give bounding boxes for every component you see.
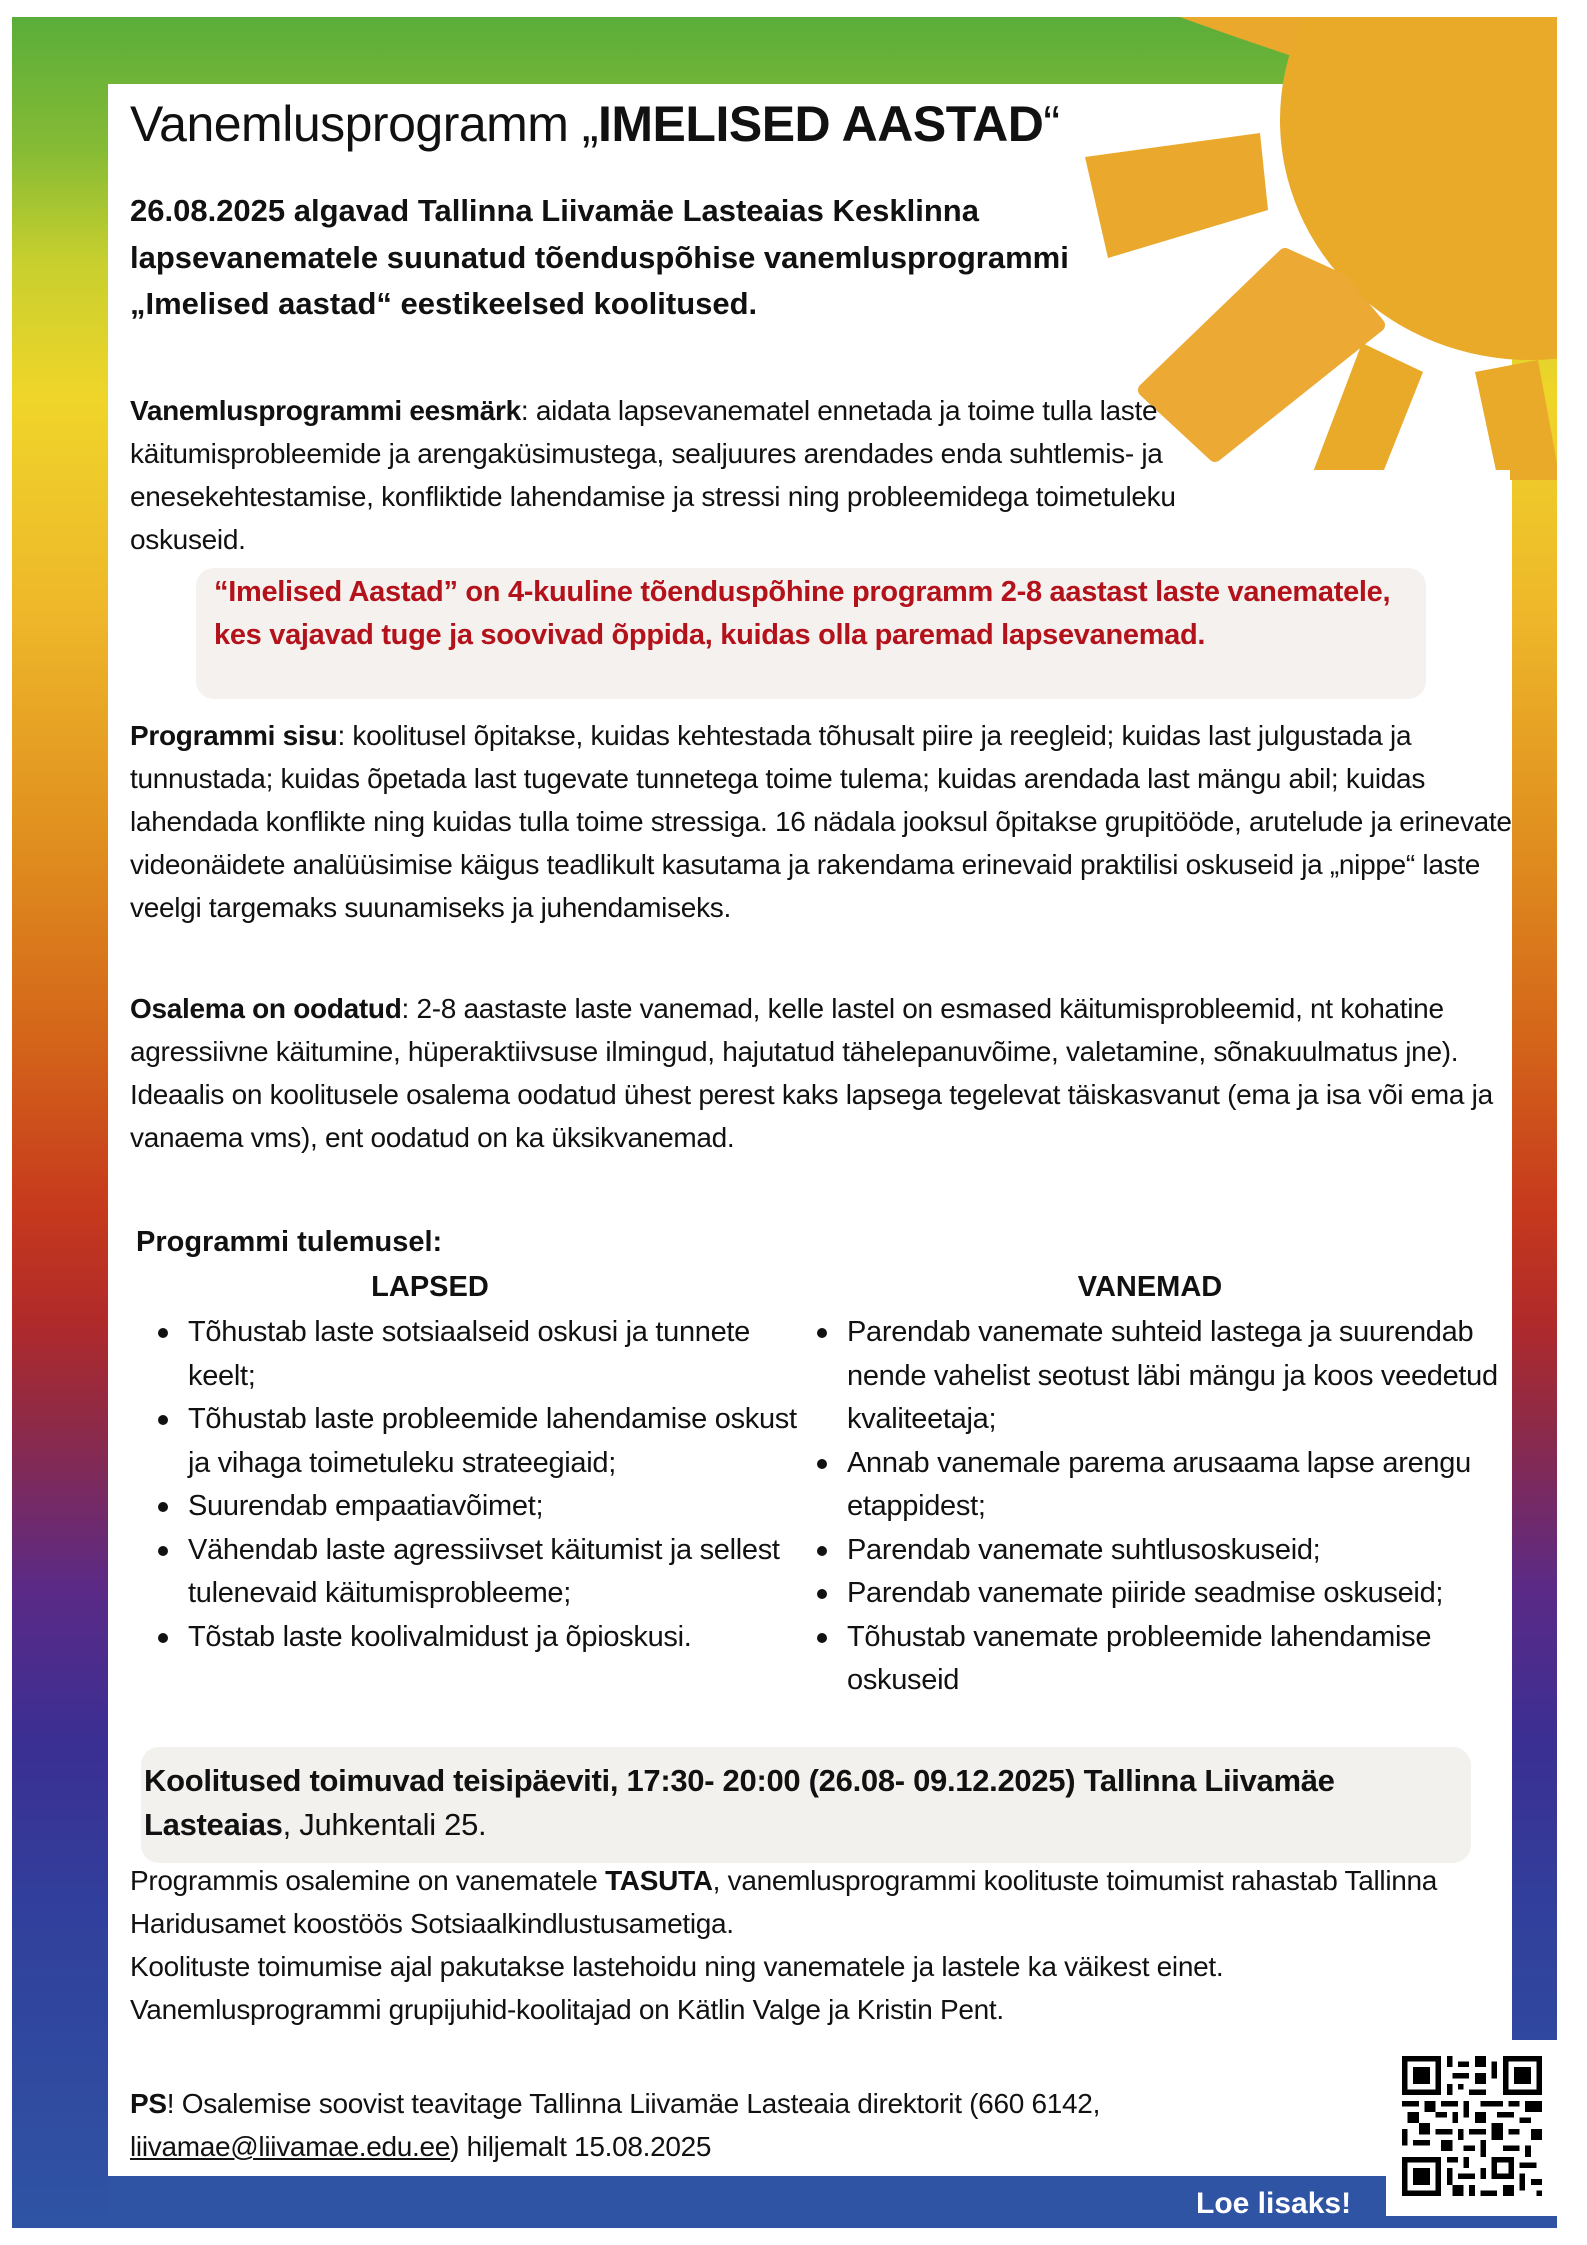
list-item [152, 1529, 802, 1616]
list-item [811, 1442, 1511, 1529]
children-heading: LAPSED [371, 1271, 489, 1303]
funding-after: , vanemlusprogrammi koolituste toimumist rahastab Tallinna Haridusamet koostöös Sotsiaalkindlustusametiga. [130, 1865, 1438, 1939]
list-item-text: Parendab vanemate suhtlusoskuseid; [847, 1533, 1321, 1566]
ps-deadline: ) hiljemalt 15.08.2025 [450, 2131, 712, 2162]
bullet-icon [817, 1459, 827, 1469]
attend-paragraph [130, 987, 1530, 1159]
bullet-icon [817, 1546, 827, 1556]
list-item [811, 1572, 1511, 1616]
goal-paragraph [130, 389, 1250, 561]
ps-paragraph [130, 2082, 1380, 2168]
attend-text: : 2-8 aastaste laste vanemad, kelle lastel on esmased käitumisprobleemid, nt kohatine agressiivne käitumine, hüperaktiivsuse ilmingud, hajutatud tähelepanuvõime, valetamine, sõnakuulmatus jne). Ideaalis on koolitusele osalema oodatud ühest perest kaks lapsega tegelevat täiskasvanut (ema ja isa või ema ja vanaema vms), ent oodatud on ka üksikvanemad. [130, 993, 1493, 1153]
free-label: TASUTA [605, 1865, 713, 1896]
bullet-icon [817, 1633, 827, 1643]
list-item [811, 1529, 1511, 1573]
parents-heading: VANEMAD [1077, 1271, 1223, 1303]
goal-label: Vanemlusprogrammi eesmärk [130, 395, 521, 426]
list-item [152, 1616, 802, 1660]
qr-code[interactable] [1386, 2040, 1562, 2216]
list-item-text: Tõhustab laste probleemide lahendamise oskust ja vihaga toimetuleku strateegiaid; [188, 1403, 797, 1479]
funding-line-2: Koolituste toimumise ajal pakutakse lastehoidu ning vanematele ja lastele ka väikest einet. [130, 1951, 1224, 1982]
qr-code-image [1402, 2056, 1542, 2196]
title-prefix: Vanemlusprogramm „ [130, 96, 599, 152]
list-item-text: Annab vanemale parema arusaama lapse arengu etappidest; [847, 1446, 1471, 1522]
list-item-text: Tõhustab vanemate probleemide lahendamise oskuseid [847, 1620, 1432, 1696]
bullet-icon [817, 1589, 827, 1599]
title-suffix: “ [1043, 96, 1060, 152]
funding-paragraph [130, 1859, 1530, 2031]
list-item [152, 1398, 802, 1485]
list-item [811, 1616, 1511, 1703]
list-item [811, 1311, 1511, 1442]
read-more-caption: Loe lisaks! [1196, 2187, 1352, 2220]
list-item-text: Tõstab laste koolivalmidust ja õpioskusi. [188, 1620, 692, 1653]
list-item-text: Parendab vanemate piiride seadmise oskuseid; [847, 1577, 1444, 1609]
list-item-text: Tõhustab laste sotsiaalseid oskusi ja tunnete keelt; [188, 1316, 751, 1392]
bullet-icon [158, 1546, 168, 1556]
list-item-text: Vähendab laste agressiivset käitumist ja sellest tulenevaid käitumisprobleeme; [188, 1533, 780, 1609]
attend-label: Osalema on oodatud [130, 993, 402, 1024]
bullet-icon [158, 1328, 168, 1338]
bullet-icon [158, 1633, 168, 1643]
highlight-text: “Imelised Aastad” on 4-kuuline tõenduspõhine programm 2-8 aastast laste vanematele, kes vajavad tuge ja soovivad õppida, kuidas olla paremad lapsevanemad. [214, 576, 1391, 651]
bullet-icon [158, 1415, 168, 1425]
bullet-icon [817, 1328, 827, 1338]
list-item-text: Parendab vanemate suhteid lastega ja suurendab nende vahelist seotust läbi mängu ja koos veedetud kvaliteetaja; [847, 1316, 1498, 1435]
ps-text: ! Osalemise soovist teavitage Tallinna Liivamäe Lasteaia direktorit (660 6142, [166, 2088, 1101, 2119]
list-item-text: Suurendab empaatiavõimet; [188, 1490, 544, 1522]
schedule-text [144, 1759, 1464, 1847]
content-label: Programmi sisu [130, 720, 338, 751]
funding-before: Programmis osalemine on vanematele [130, 1865, 606, 1896]
content-paragraph [130, 714, 1520, 929]
email-link[interactable]: liivamae@liivamae.edu.ee [130, 2131, 451, 2162]
content-text: : koolitusel õpitakse, kuidas kehtestada tõhusalt piire ja reegleid; kuidas last julgustada ja tunnustada; kuidas õpetada last tugevate tunnetega toime tulema; kuidas arendada last mängu abil; kuidas lahendada konflikte ning kuidas tulla toime stressiga. 16 nädala jooksul õpitakse grupitööde, arutelude ja erinevate videonäidete analüüsimise käigus teadlikult kasutama ja rakendama erinevaid praktilisi oskuseid ja „nippe“ laste veelgi targemaks suunamiseks ja juhendamiseks. [130, 720, 1512, 923]
schedule-bold: Koolitused toimuvad teisipäeviti, 17:30- 20:00 (26.08- 09.12.2025) Tallinna Liivamäe Lasteaias [144, 1763, 1335, 1842]
children-results-list [152, 1311, 802, 1659]
parents-results-list [811, 1311, 1511, 1703]
title-bold: IMELISED AASTAD [598, 96, 1044, 152]
list-item [152, 1311, 802, 1398]
ps-label: PS [130, 2088, 167, 2119]
intro-heading: 26.08.2025 algavad Tallinna Liivamäe Lasteaias Kesklinna lapsevanematele suunatud tõenduspõhise vanemlusprogrammi „Imelised aastad“ eestikeelsed koolitused. [130, 193, 1069, 321]
page-title [130, 88, 1059, 160]
funding-line-3: Vanemlusprogrammi grupijuhid-koolitajad on Kätlin Valge ja Kristin Pent. [130, 1994, 1004, 2025]
bullet-icon [158, 1502, 168, 1512]
funding-line-1 [130, 1859, 1530, 1945]
schedule-address: , Juhkentali 25. [282, 1807, 487, 1842]
goal-text: : aidata lapsevanematel ennetada ja toime tulla laste käitumisprobleemide ja arengaküsimustega, sealjuures arendades enda suhtlemis- ja enesekehtestamise, konfliktide lahendamise ja stressi ning probleemidega toimetuleku oskuseid. [130, 395, 1176, 555]
results-heading: Programmi tulemusel: [136, 1226, 443, 1258]
list-item [152, 1485, 802, 1529]
